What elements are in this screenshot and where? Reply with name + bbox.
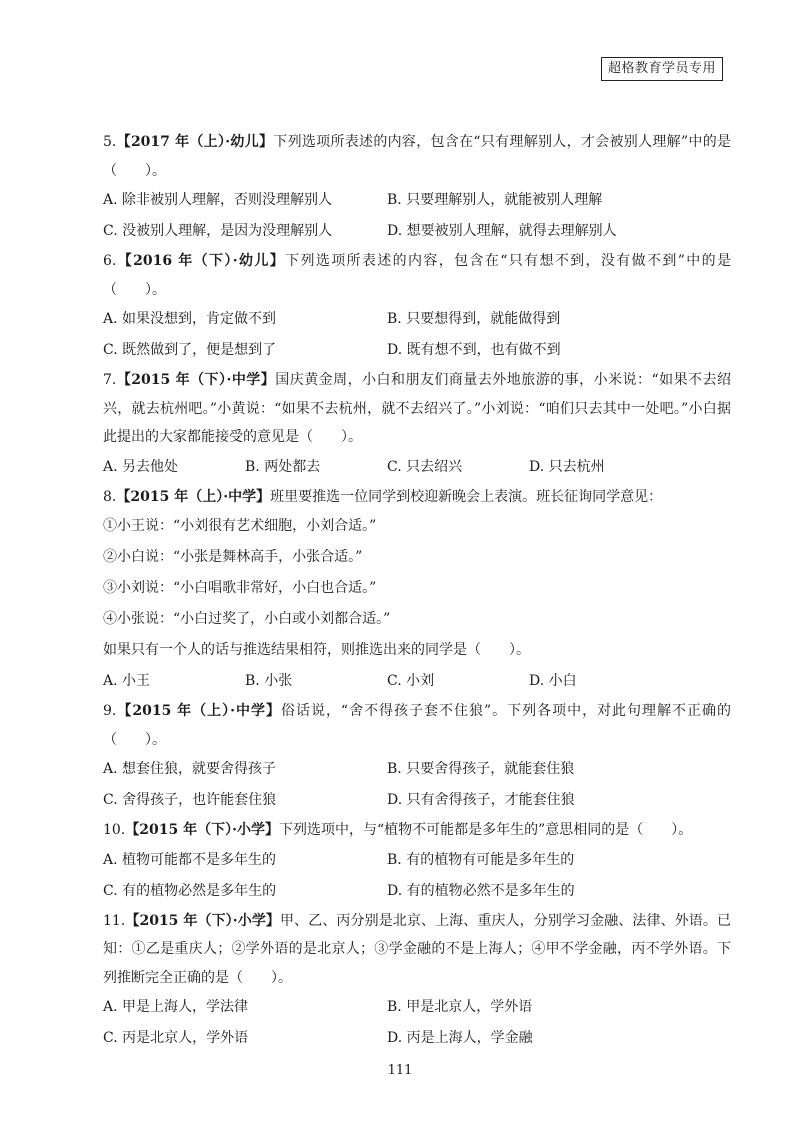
question-9: [103, 697, 731, 816]
option-row: [103, 452, 731, 483]
question-source-tag: 【2016 年（下）·幼儿】: [116, 253, 286, 269]
statement-3: ③小刘说：“小白唱歌非常好，小白也合适。”: [103, 580, 377, 596]
statement-1: ①小王说：“小刘很有艺术细胞，小刘合适。”: [103, 518, 377, 534]
option-b: B. 甲是北京人，学外语: [387, 999, 533, 1015]
question-source-tag: 【2017 年（上）·幼儿】: [116, 134, 274, 150]
option-grid: [103, 185, 731, 247]
question-source-tag: 【2015 年（下）·小学】: [125, 822, 279, 838]
question-source-tag: 【2015 年（上）·中学】: [116, 703, 281, 719]
option-row: [103, 666, 731, 697]
question-stem-text: 下列选项所表述的内容，包含在“只有理解别人，才会被别人理解”中的是（ ）。: [103, 134, 731, 179]
student-use-stamp: 超格教育学员专用: [601, 57, 723, 81]
option-grid: [103, 845, 731, 907]
question-number: 7.: [103, 372, 117, 388]
option-d: D. 只有舍得孩子，才能套住狼: [387, 792, 575, 808]
option-a: A. 植物可能都不是多年生的: [103, 851, 277, 868]
option-a: A. 另去他处: [103, 458, 179, 475]
option-a: A. 如果没想到，肯定做不到: [103, 311, 277, 327]
option-b: B. 有的植物有可能是多年生的: [387, 851, 575, 868]
question-stem: [103, 816, 731, 845]
question-list: [103, 128, 731, 1054]
question-ask: 如果只有一个人的话与推选结果相符，则推选出来的同学是（ ）。: [103, 642, 530, 658]
option-grid: [103, 992, 731, 1054]
question-number: 5.: [103, 134, 117, 150]
option-a: A. 除非被别人理解，否则没理解别人: [103, 192, 333, 208]
question-stem-text: 甲、乙、丙分别是北京、上海、重庆人，分别学习金融、法律、外语。已知：①乙是重庆人；②学外语的是北京人；③学金融的不是上海人；④甲不学金融，丙不学外语。下列推断完全正确的是（ ）。: [103, 912, 731, 986]
option-b: B. 只要理解别人，就能被别人理解: [387, 192, 603, 208]
question-number: 11.: [103, 912, 126, 929]
question-8: [103, 483, 731, 698]
option-a: A. 想套住狼，就要舍得孩子: [103, 761, 277, 777]
question-stem: [103, 907, 731, 993]
option-grid: [103, 304, 731, 366]
option-a: A. 小王: [103, 673, 151, 689]
option-d: D. 只去杭州: [529, 458, 605, 475]
question-stem: [103, 697, 731, 754]
question-6: [103, 247, 731, 366]
question-7: [103, 366, 731, 483]
question-number: 10.: [103, 822, 126, 838]
option-b: B. 小张: [245, 673, 293, 689]
page-number: 111: [387, 1063, 413, 1078]
option-d: D. 想要被别人理解，就得去理解别人: [387, 223, 617, 239]
option-b: B. 只要舍得孩子，就能套住狼: [387, 761, 575, 777]
question-stem-text: 下列选项中，与“植物不可能都是多年生的”意思相同的是（ ）。: [278, 822, 693, 838]
option-c: C. 小刘: [387, 673, 435, 689]
question-stem: [103, 366, 731, 452]
question-5: [103, 128, 731, 247]
option-c: C. 丙是北京人，学外语: [103, 1030, 249, 1046]
question-source-tag: 【2015 年（上）·中学】: [116, 488, 271, 505]
question-10: [103, 816, 731, 907]
question-stem: [103, 247, 731, 304]
option-c: C. 没被别人理解，是因为没理解别人: [103, 223, 333, 239]
option-d: D. 既有想不到，也有做不到: [387, 342, 561, 358]
question-11: [103, 907, 731, 1055]
option-a: A. 甲是上海人，学法律: [103, 999, 249, 1015]
question-number: 9.: [103, 703, 117, 719]
statement-2: ②小白说：“小张是舞林高手，小张合适。”: [103, 549, 363, 565]
question-stem-text: 下列选项所表述的内容，包含在“只有想不到，没有做不到”中的是（ ）。: [103, 253, 731, 298]
option-c: C. 舍得孩子，也许能套住狼: [103, 792, 277, 808]
option-d: D. 小白: [529, 673, 577, 689]
option-b: B. 两处都去: [245, 458, 321, 475]
question-source-tag: 【2015 年（下）·小学】: [125, 912, 281, 929]
question-stem-text: 俗话说，“舍不得孩子套不住狼”。下列各项中，对此句理解不正确的（ ）。: [103, 703, 731, 748]
option-d: D. 有的植物必然不是多年生的: [387, 882, 575, 899]
option-grid: [103, 754, 731, 816]
question-stem-text: 班里要推选一位同学到校迎新晚会上表演。班长征询同学意见：: [270, 488, 663, 505]
question-number: 6.: [103, 253, 117, 269]
question-stem: [103, 128, 731, 185]
question-stem-text: 国庆黄金周，小白和朋友们商量去外地旅游的事，小米说：“如果不去绍兴，就去杭州吧。”小黄说：“如果不去杭州，就不去绍兴了。”小刘说：“咱们只去其中一处吧。”小白据此提出的大家都能接受的意见是（ ）。: [103, 372, 731, 445]
option-b: B. 只要想得到，就能做得到: [387, 311, 561, 327]
option-d: D. 丙是上海人，学金融: [387, 1030, 533, 1046]
statement-4: ④小张说：“小白过奖了，小白或小刘都合适。”: [103, 611, 391, 627]
question-source-tag: 【2015 年（下）·中学】: [116, 372, 276, 388]
option-c: C. 只去绍兴: [387, 458, 463, 475]
option-c: C. 既然做到了，便是想到了: [103, 342, 277, 358]
option-c: C. 有的植物必然是多年生的: [103, 882, 277, 899]
question-stem: [103, 483, 731, 512]
question-number: 8.: [103, 488, 117, 505]
